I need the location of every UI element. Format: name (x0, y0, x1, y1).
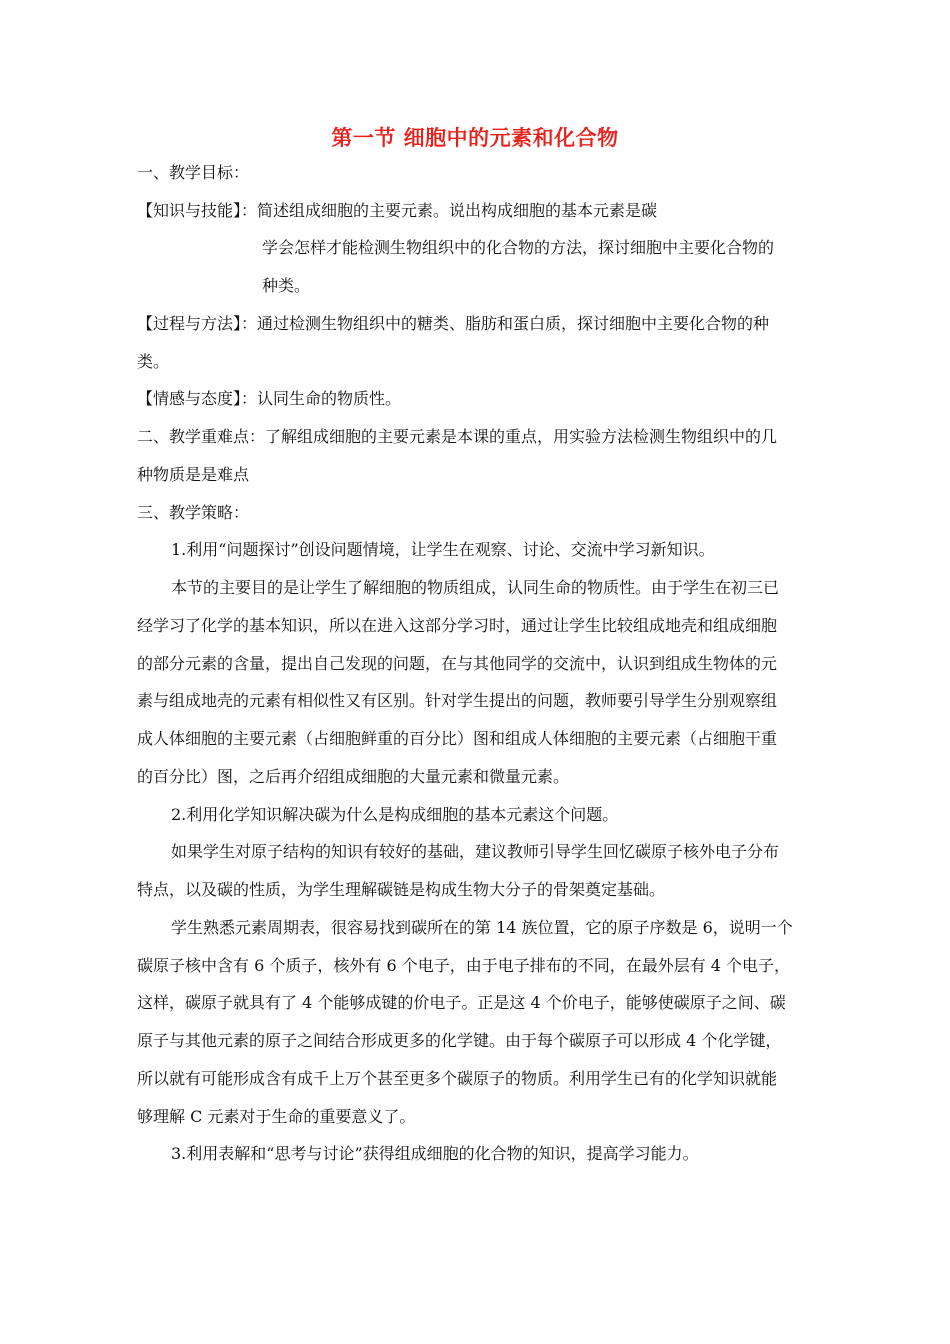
paragraph-line: 类。 (137, 352, 170, 371)
paragraph-line: 这样，碳原子就具有了 4 个能够成键的价电子。正是这 4 个价电子，能够使碳原子之间、碳 (137, 993, 786, 1012)
paragraph-line: 种类。 (262, 276, 311, 295)
paragraph-line: 本节的主要目的是让学生了解细胞的物质组成，认同生命的物质性。由于学生在初三已 (171, 578, 780, 597)
paragraph-line: 原子与其他元素的原子之间结合形成更多的化学键。由于每个碳原子可以形成 4 个化学键， (137, 1031, 782, 1050)
page-title: 第一节 细胞中的元素和化合物 (331, 125, 619, 150)
paragraph-line: 种物质是是难点 (137, 465, 250, 484)
paragraph-line: 够理解 C 元素对于生命的重要意义了。 (137, 1107, 416, 1126)
section-heading-key-points: 二、教学重难点：了解组成细胞的主要元素是本课的重点，用实验方法检测生物组织中的几 (137, 427, 778, 446)
paragraph-line: 【过程与方法】：通过检测生物组织中的糖类、脂肪和蛋白质，探讨细胞中主要化合物的种 (137, 314, 770, 333)
paragraph-line: 学会怎样才能检测生物组织中的化合物的方法，探讨细胞中主要化合物的 (262, 238, 775, 257)
section-heading-objectives: 一、教学目标： (137, 163, 250, 182)
paragraph-line: 经学习了化学的基本知识，所以在进入这部分学习时，通过让学生比较组成地壳和组成细胞 (137, 616, 778, 635)
paragraph-line: 所以就有可能形成含有成千上万个甚至更多个碳原子的物质。利用学生已有的化学知识就能 (137, 1069, 778, 1088)
paragraph-line: 特点，以及碳的性质，为学生理解碳链是构成生物大分子的骨架奠定基础。 (137, 880, 666, 899)
paragraph-line: 如果学生对原子结构的知识有较好的基础，建议教师引导学生回忆碳原子核外电子分布 (171, 842, 780, 861)
paragraph-line: 的百分比）图，之后再介绍组成细胞的大量元素和微量元素。 (137, 767, 570, 786)
paragraph-line: 素与组成地壳的元素有相似性又有区别。针对学生提出的问题，教师要引导学生分别观察组 (137, 691, 778, 710)
paragraph-line: 学生熟悉元素周期表，很容易找到碳所在的第 14 族位置，它的原子序数是 6，说明一个 (171, 918, 793, 937)
section-heading-strategy: 三、教学策略： (137, 503, 250, 522)
paragraph-line: 【知识与技能】：简述组成细胞的主要元素。说出构成细胞的基本元素是碳 (137, 201, 658, 220)
paragraph-line: 碳原子核中含有 6 个质子，核外有 6 个电子，由于电子排布的不同，在最外层有 4 个电子， (137, 956, 791, 975)
numbered-item: 1.利用“问题探讨”创设问题情境，让学生在观察、讨论、交流中学习新知识。 (171, 540, 715, 559)
numbered-item: 2.利用化学知识解决碳为什么是构成细胞的基本元素这个问题。 (171, 805, 619, 824)
paragraph-line: 的部分元素的含量，提出自己发现的问题，在与其他同学的交流中，认识到组成生物体的元 (137, 654, 778, 673)
numbered-item: 3.利用表解和“思考与讨论”获得组成细胞的化合物的知识，提高学习能力。 (171, 1144, 699, 1163)
paragraph-line: 成人体细胞的主要元素（占细胞鲜重的百分比）图和组成人体细胞的主要元素（占细胞干重 (137, 729, 778, 748)
paragraph-line: 【情感与态度】：认同生命的物质性。 (137, 389, 402, 408)
